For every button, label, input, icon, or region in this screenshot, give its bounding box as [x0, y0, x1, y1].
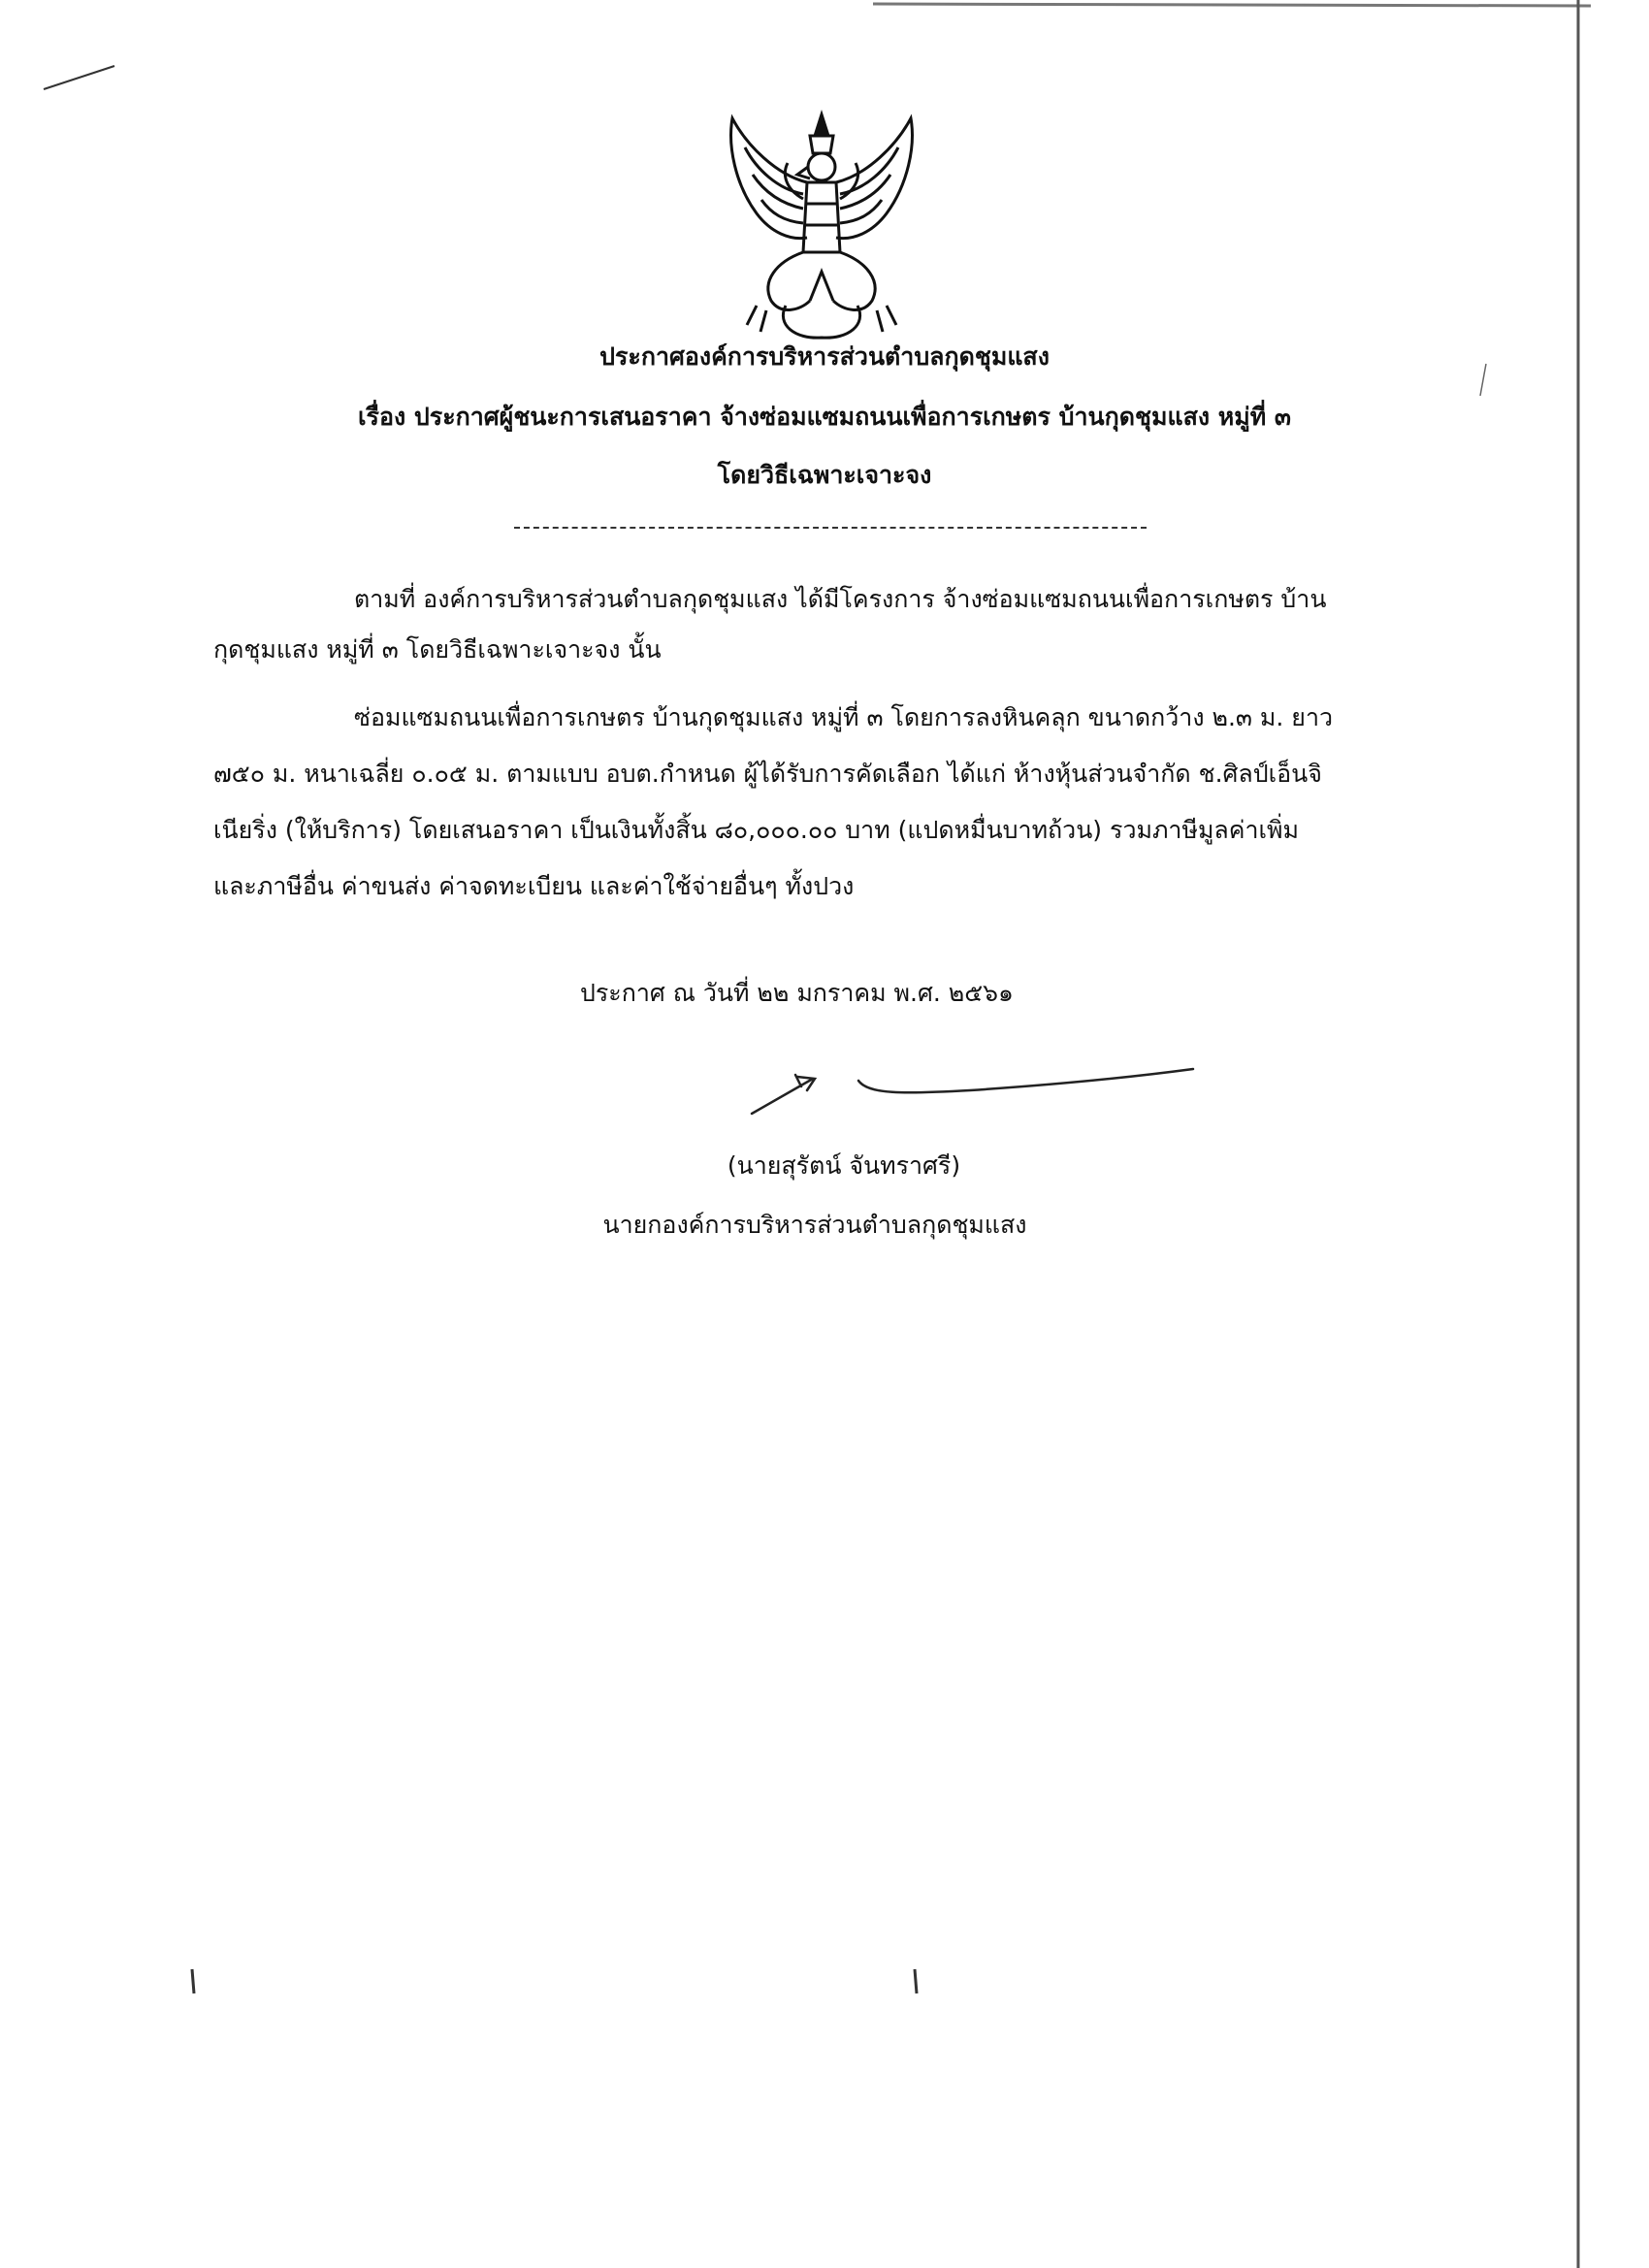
announcement-subject: เรื่อง ประกาศผู้ชนะการเสนอราคา จ้างซ่อมแซมถนนเพื่อการเกษตร บ้านกุดชุมแสง หมู่ที่ ๓: [358, 403, 1291, 431]
body-line-4: ๗๕๐ ม. หนาเฉลี่ย ๐.๐๕ ม. ตามแบบ อบต.กำหนด ผู้ได้รับการคัดเลือก ได้แก่ ห้างหุ้นส่วนจำกัด ช.ศิลป์เอ็นจิ: [213, 760, 1322, 788]
body-line-2: กุดชุมแสง หมู่ที่ ๓ โดยวิธีเฉพาะเจาะจง นั้น: [213, 635, 662, 664]
garuda-emblem-icon: [718, 107, 926, 344]
body-line-3: ซ่อมแซมถนนเพื่อการเกษตร บ้านกุดชุมแสง หมู่ที่ ๓ โดยการลงหินคลุก ขนาดกว้าง ๒.๓ ม. ยาว: [354, 703, 1334, 731]
announcement-title: ประกาศองค์การบริหารส่วนตำบลกุดชุมแสง: [599, 342, 1050, 371]
procurement-method: โดยวิธีเฉพาะเจาะจง: [717, 461, 932, 489]
stray-pen-mark: [39, 58, 126, 97]
handwritten-signature: [747, 1067, 1212, 1135]
announcement-date: ประกาศ ณ วันที่ ๒๒ มกราคม พ.ศ. ๒๕๖๑: [580, 979, 1014, 1007]
signer-name: (นายสุรัตน์ จันทราศรี): [727, 1151, 961, 1180]
body-line-6: และภาษีอื่น ค่าขนส่ง ค่าจดทะเบียน และค่าใช้จ่ายอื่นๆ ทั้งปวง: [213, 872, 855, 900]
body-line-5: เนียริ่ง (ให้บริการ) โดยเสนอราคา เป็นเงินทั้งสิ้น ๘๐,๐๐๐.๐๐ บาท (แปดหมื่นบาทถ้วน) รวมภาษีมูลค่าเพิ่ม: [213, 816, 1300, 844]
body-line-1: ตามที่ องค์การบริหารส่วนตำบลกุดชุมแสง ได้มีโครงการ จ้างซ่อมแซมถนนเพื่อการเกษตร บ้าน: [354, 585, 1327, 613]
signer-position: นายกองค์การบริหารส่วนตำบลกุดชุมแสง: [602, 1211, 1027, 1239]
scan-edge-top: [0, 0, 1649, 12]
punch-mark-left: [184, 1964, 204, 2003]
punch-mark-center: [907, 1964, 926, 2003]
title-separator: [514, 527, 1147, 529]
